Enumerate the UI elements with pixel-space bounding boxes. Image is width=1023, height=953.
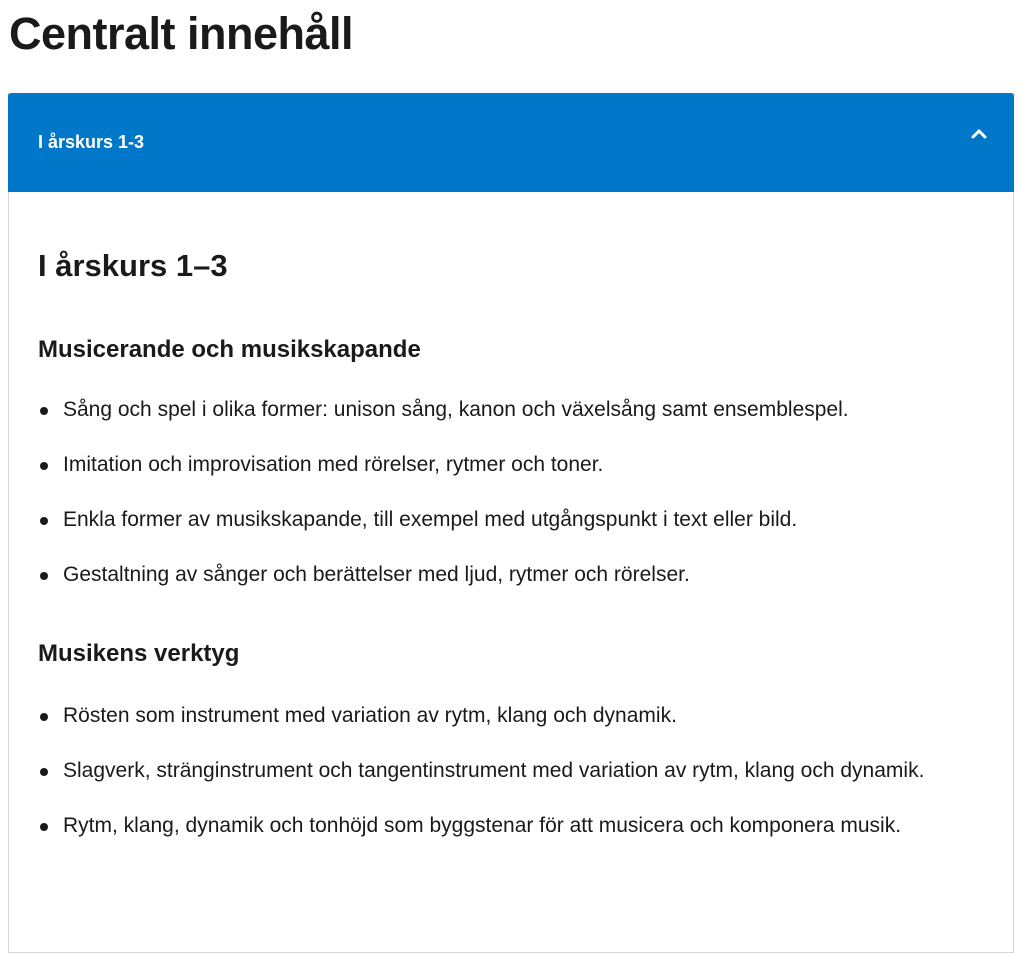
- bullet-list-musicerande: [38, 394, 958, 614]
- list-item: [38, 394, 958, 426]
- list-item: [38, 755, 958, 787]
- accordion-header-label: I årskurs 1-3: [38, 132, 145, 152]
- list-item-text: Enkla former av musikskapande, till exempel med utgångspunkt i text eller bild.: [63, 508, 798, 531]
- bullet-icon: [40, 713, 48, 721]
- bullet-icon: [40, 768, 48, 776]
- list-item: [38, 504, 958, 536]
- list-item-text: Sång och spel i olika former: unison sång, kanon och växelsång samt ensemblespel.: [63, 398, 849, 421]
- list-item-text: Gestaltning av sånger och berättelser med ljud, rytmer och rörelser.: [63, 563, 690, 586]
- list-item: [38, 810, 958, 842]
- page-title: Centralt innehåll: [9, 8, 354, 59]
- accordion-header[interactable]: [8, 93, 1014, 192]
- bullet-icon: [40, 407, 48, 415]
- list-item-text: Rösten som instrument med variation av rytm, klang och dynamik.: [63, 704, 677, 727]
- bullet-icon: [40, 572, 48, 580]
- list-item-text: Slagverk, stränginstrument och tangentinstrument med variation av rytm, klang och dynamik.: [63, 759, 925, 782]
- list-item-text: Rytm, klang, dynamik och tonhöjd som byggstenar för att musicera och komponera musik.: [63, 814, 902, 837]
- list-item: [38, 559, 958, 591]
- bullet-icon: [40, 517, 48, 525]
- group-heading-verktyg: Musikens verktyg: [38, 640, 240, 667]
- chevron-up-icon[interactable]: [968, 123, 990, 145]
- list-item-text: Imitation och improvisation med rörelser, rytmer och toner.: [63, 453, 604, 476]
- list-item: [38, 700, 958, 732]
- bullet-icon: [40, 823, 48, 831]
- bullet-icon: [40, 462, 48, 470]
- list-item: [38, 449, 958, 481]
- bullet-list-verktyg: [38, 700, 958, 865]
- group-heading-musicerande: Musicerande och musikskapande: [38, 336, 421, 363]
- section-heading: I årskurs 1–3: [38, 248, 228, 283]
